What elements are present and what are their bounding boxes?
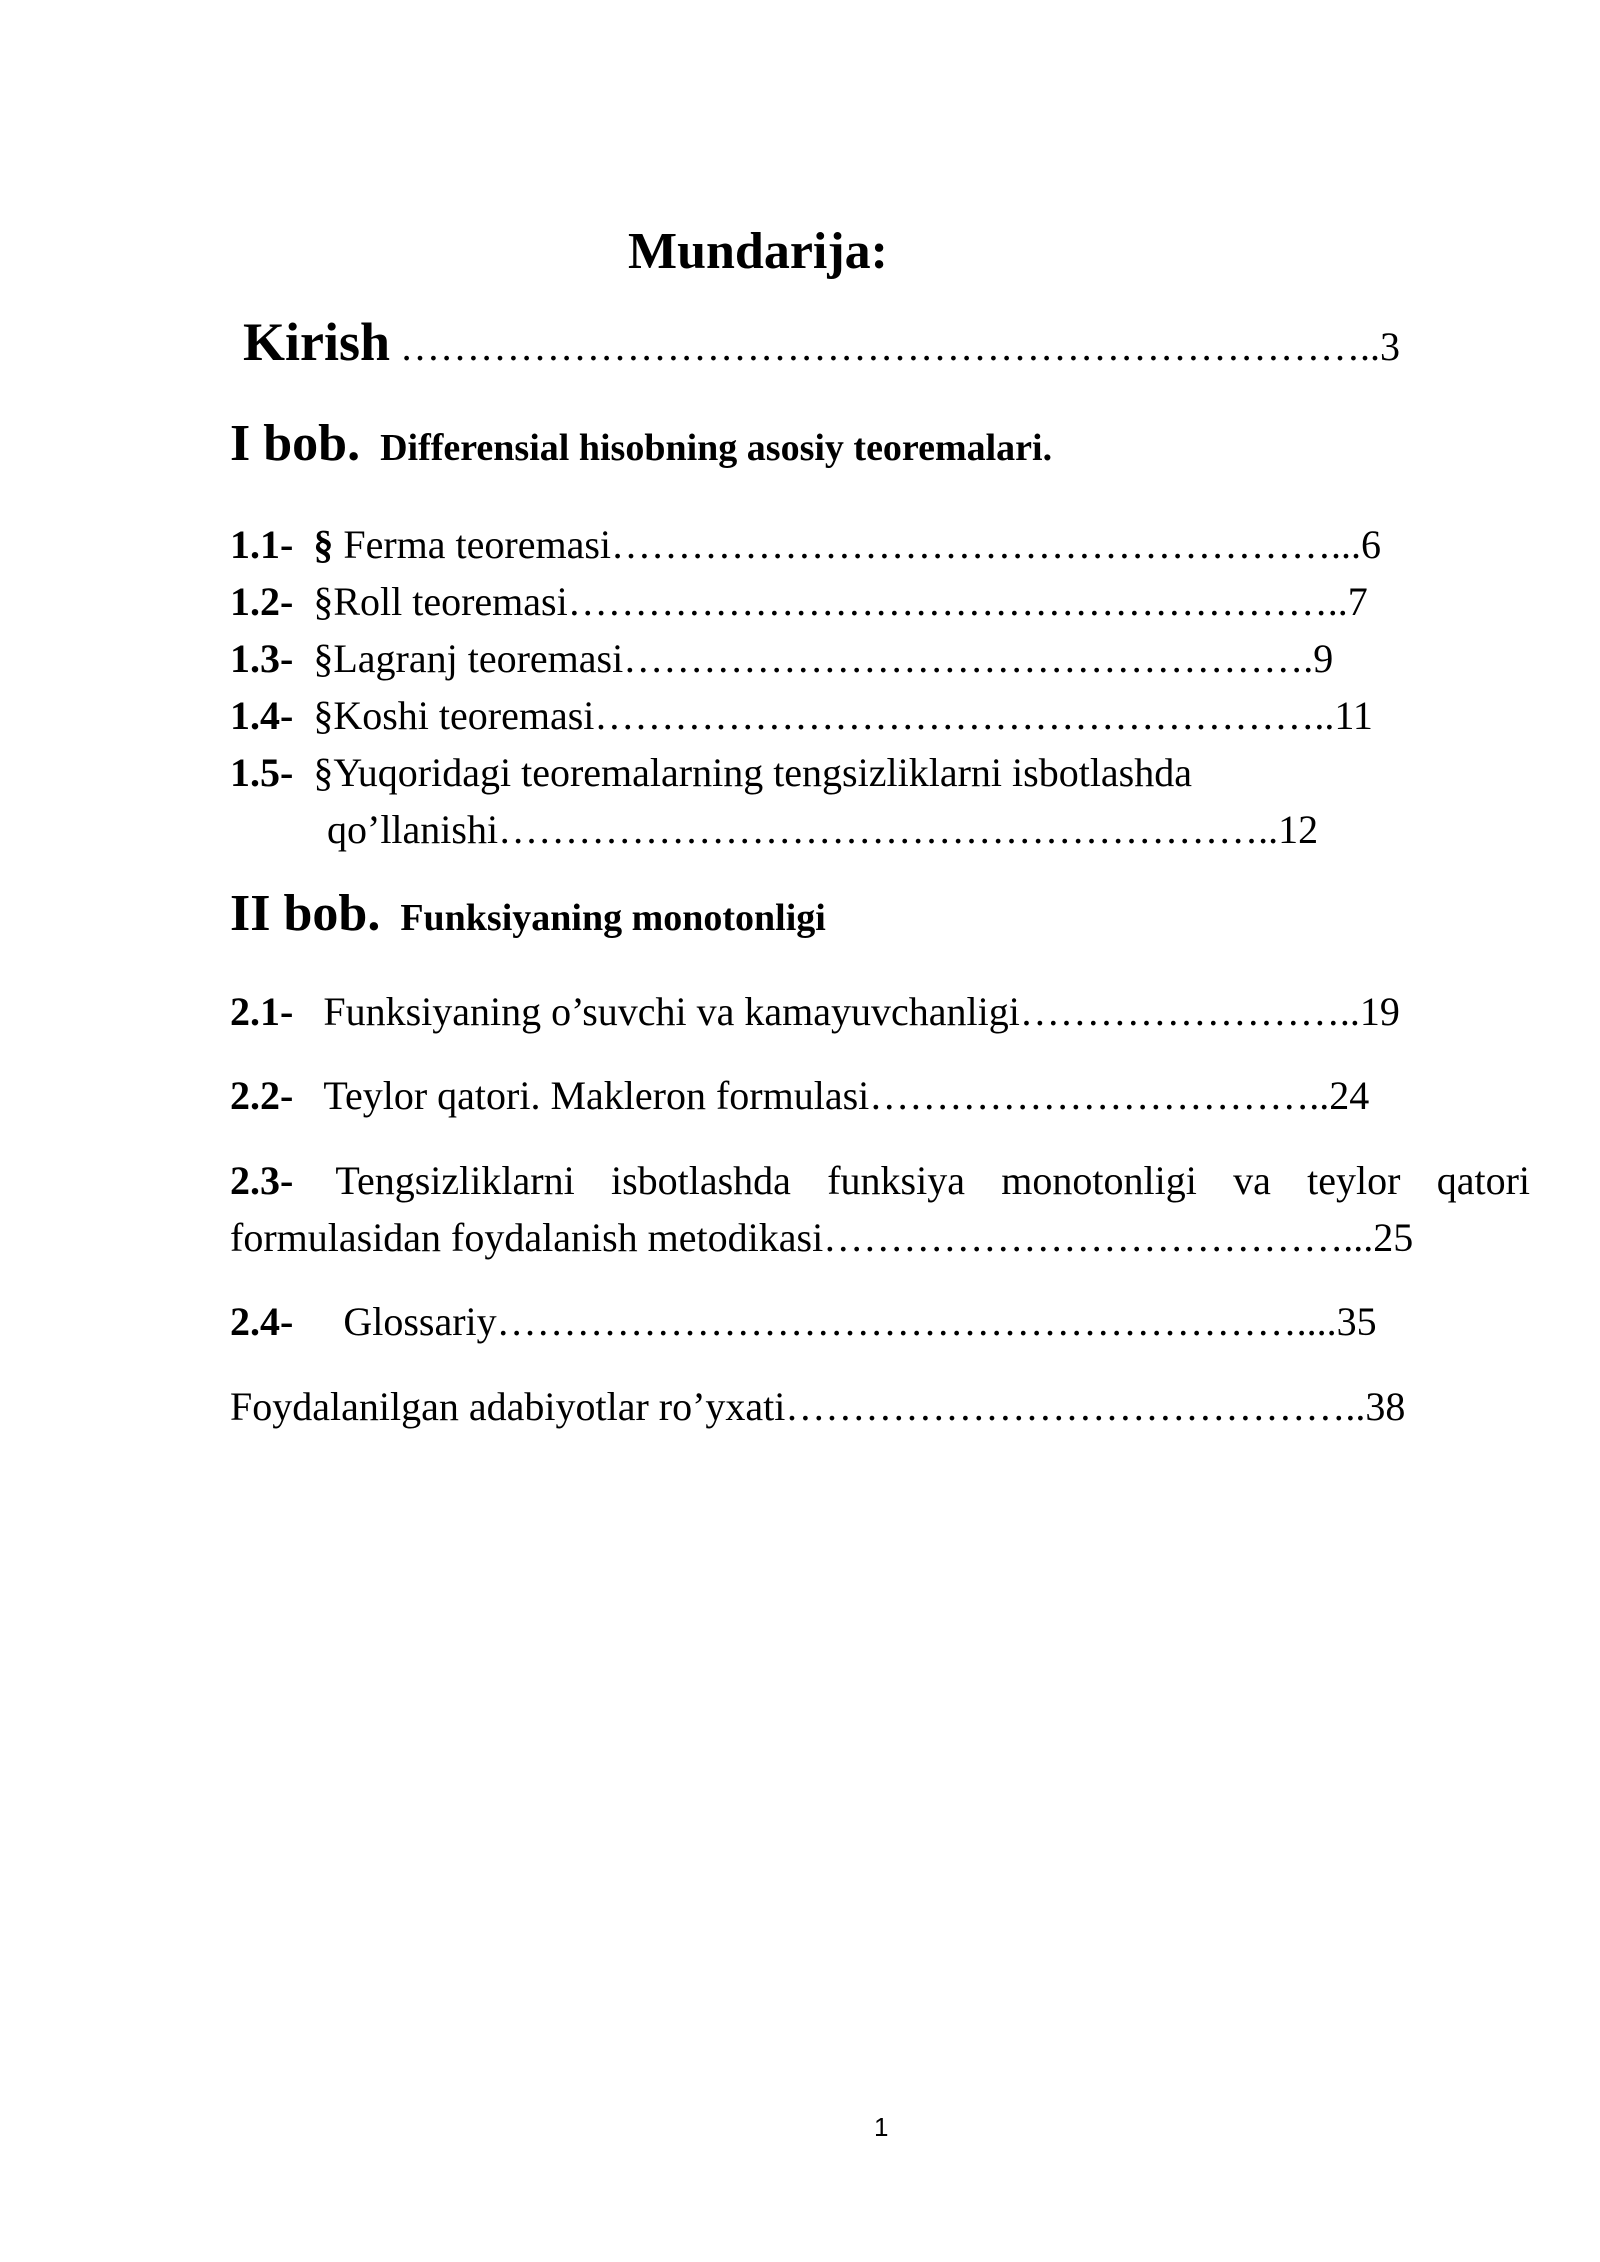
leader-dots: ……………………………………………………....: [496, 1299, 1337, 1344]
section-number: 1.2-: [230, 579, 294, 624]
section-text: Funksiyaning o’suvchi va kamayuvchanligi: [323, 989, 1020, 1034]
section-text: §Koshi teoremasi: [313, 693, 595, 738]
chapter-label: II bob.: [230, 885, 381, 942]
section-text: §Yuqoridagi teoremalarning tengsizliklarni isbotlashda: [313, 750, 1192, 795]
section-text: Tengsizliklarni isbotlashda funksiya monotonligi va teylor qatori: [335, 1158, 1530, 1203]
toc-title: Mundarija:: [628, 223, 888, 280]
section-text: §Lagranj teoremasi: [313, 636, 624, 681]
page-ref: 12: [1278, 807, 1319, 852]
chapter-title: Differensial hisobning asosiy teoremalari.: [380, 427, 1053, 469]
toc-entry-1-4: [230, 692, 1373, 740]
toc-entry-kirish: [243, 312, 1401, 372]
section-text: Ferma teoremasi: [333, 522, 612, 567]
chapter-label: I bob.: [230, 415, 361, 472]
page-ref: 25: [1373, 1215, 1414, 1260]
references-text: Foydalanilgan adabiyotlar ro’yxati: [230, 1384, 786, 1429]
leader-dots: ………………………………………………………………..: [390, 324, 1381, 369]
page-ref: 11: [1334, 693, 1373, 738]
section-text-continued: formulasidan foydalanish metodikasi: [230, 1215, 824, 1260]
page-ref: 3: [1380, 324, 1401, 369]
leader-dots: ……………………..: [1019, 989, 1360, 1034]
section-sign: §: [313, 522, 334, 567]
toc-entry-2-3-continued: [230, 1214, 1413, 1262]
page-ref: 38: [1365, 1384, 1406, 1429]
section-text: Teylor qatori. Makleron formulasi: [323, 1073, 870, 1118]
section-number: 1.1-: [230, 522, 294, 567]
toc-entry-1-2: [230, 578, 1368, 626]
leader-dots: ……………………………………..: [785, 1384, 1366, 1429]
leader-dots: ………………………………………………..: [594, 693, 1335, 738]
footer-page-number: 1: [874, 2112, 889, 2142]
leader-dots: …………………………………………………..: [498, 807, 1279, 852]
leader-dots: ………………………………………………...: [611, 522, 1362, 567]
section-number: 1.3-: [230, 636, 294, 681]
kirish-label: Kirish: [243, 312, 391, 372]
section-number: 2.1-: [230, 989, 294, 1034]
leader-dots: …………………………………………………..: [567, 579, 1348, 624]
page-ref: 24: [1329, 1073, 1370, 1118]
page-ref: 7: [1347, 579, 1368, 624]
chapter-title: Funksiyaning monotonligi: [400, 897, 826, 939]
chapter-heading-1: [230, 415, 1053, 472]
page-ref: 35: [1336, 1299, 1377, 1344]
toc-entry-references: [230, 1383, 1405, 1431]
toc-entry-1-5-continued: [327, 806, 1318, 854]
section-number: 2.4-: [230, 1299, 294, 1344]
page-ref: 9: [1313, 636, 1334, 681]
toc-entry-2-1: [230, 988, 1400, 1036]
toc-entry-1-5: [230, 749, 1192, 797]
section-number: 2.2-: [230, 1073, 294, 1118]
section-number: 2.3-: [230, 1158, 294, 1203]
leader-dots: …………………………………...: [823, 1215, 1374, 1260]
section-text-continued: qo’llanishi: [327, 807, 499, 852]
toc-entry-1-3: [230, 635, 1333, 683]
toc-entry-2-4: [230, 1298, 1377, 1346]
leader-dots: ……………………………..: [869, 1073, 1330, 1118]
toc-entry-1-1: [230, 521, 1381, 569]
page-ref: 6: [1361, 522, 1382, 567]
section-number: 1.4-: [230, 693, 294, 738]
section-number: 1.5-: [230, 750, 294, 795]
section-text: Glossariy: [343, 1299, 497, 1344]
toc-entry-2-2: [230, 1072, 1369, 1120]
toc-entry-2-3: [230, 1157, 1530, 1205]
chapter-heading-2: [230, 885, 826, 942]
section-text: §Roll teoremasi: [313, 579, 568, 624]
page-ref: 19: [1359, 989, 1400, 1034]
leader-dots: …………………………………………….: [623, 636, 1314, 681]
